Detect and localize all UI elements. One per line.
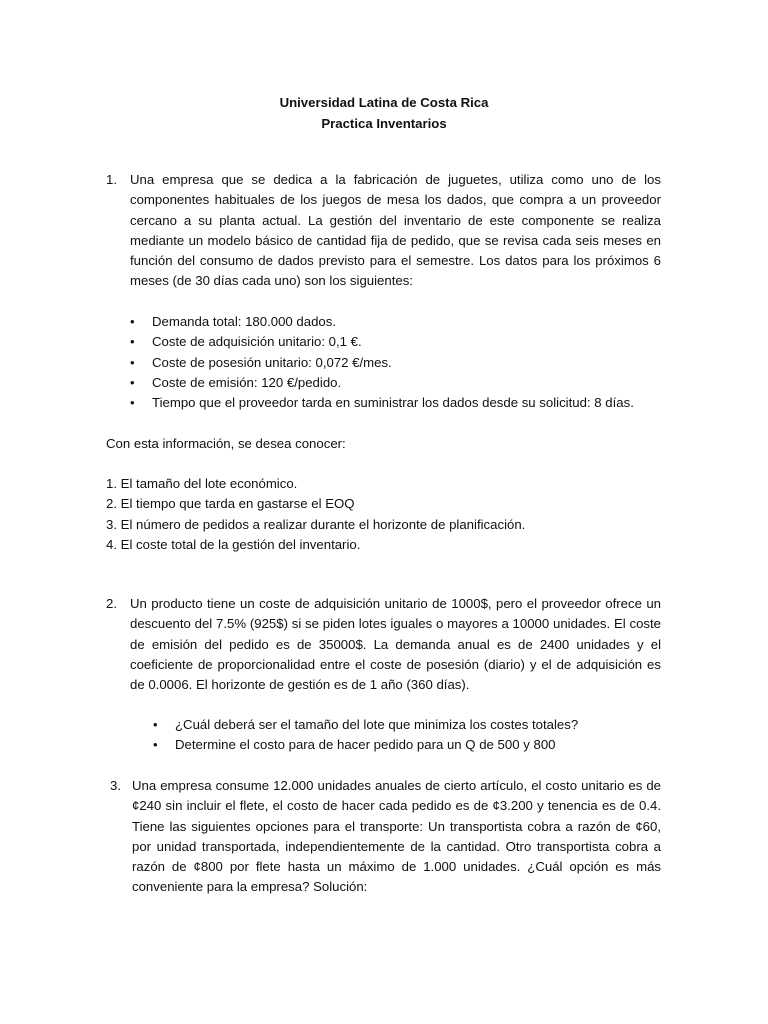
list-item: • Demanda total: 180.000 dados. bbox=[130, 312, 690, 332]
question-2-number: 2. bbox=[106, 596, 117, 611]
bullet-icon: • bbox=[153, 717, 158, 732]
question-2 bbox=[106, 594, 661, 695]
list-item: • Coste de adquisición unitario: 0,1 €. bbox=[130, 332, 690, 352]
list-item: 4. El coste total de la gestión del inventario. bbox=[106, 536, 361, 552]
list-item: 2. El tiempo que tarda en gastarse el EOQ bbox=[106, 496, 355, 512]
bullet-icon: • bbox=[130, 354, 135, 370]
question-2-tasks-list bbox=[153, 715, 693, 756]
question-1-subquestions bbox=[106, 474, 525, 555]
bullet-icon: • bbox=[153, 737, 158, 753]
question-3-text: Una empresa consume 12.000 unidades anuales de cierto artículo, el costo unitario es de ¢240 sin incluir el flete, el costo de hacer cada pedido es de ¢3.200 y tenencia es de 0.4. Tiene las siguientes opciones para el transporte: Un transportista cobra a razón de ¢60, por unidad transportada, independientemente de la cantidad. Otro transportista cobra a razón de ¢800 por flete hasta un máximo de 1.000 unidades. ¿Cuál opción es más conveniente para la empresa? Solución: bbox=[132, 778, 661, 895]
list-item: 3. El número de pedidos a realizar durante el horizonte de planificación. bbox=[106, 516, 526, 532]
question-3 bbox=[110, 776, 661, 898]
list-item: • Tiempo que el proveedor tarda en suministrar los dados desde su solicitud: 8 días. bbox=[130, 393, 690, 413]
list-item: • Determine el costo para de hacer pedido para un Q de 500 y 800 bbox=[153, 735, 693, 755]
question-1-text: Una empresa que se dedica a la fabricación de juguetes, utiliza como uno de los componentes habituales de los juegos de mesa los dados, que compra a un proveedor cercano a su planta actual. La gestión del inventario de este componente se realiza mediante un modelo básico de cantidad fija de pedido, que se revisa cada seis meses en función del consumo de dados previsto para el semestre. Los datos para los próximos 6 meses (de 30 días cada uno) son los siguientes: bbox=[130, 172, 661, 289]
bullet-icon: • bbox=[130, 395, 135, 411]
document-header bbox=[0, 92, 768, 134]
list-item: • Coste de posesión unitario: 0,072 €/mes. bbox=[130, 353, 690, 373]
question-1-intro: Con esta información, se desea conocer: bbox=[106, 436, 346, 451]
question-2-text: Un producto tiene un coste de adquisición unitario de 1000$, pero el proveedor ofrece un descuento del 7.5% (925$) si se piden lotes iguales o mayores a 10000 unidades. El coste de emisión del pedido es de 35000$. La demanda anual es de 2400 unidades y el coeficiente de proporcionalidad entre el coste de posesión (diario) y el de adquisición es de 0.0006. El horizonte de gestión es de 1 año (360 días). bbox=[130, 596, 661, 693]
university-title: Universidad Latina de Costa Rica bbox=[279, 95, 489, 110]
practice-title: Practica Inventarios bbox=[321, 116, 447, 131]
bullet-icon: • bbox=[130, 314, 135, 329]
list-item: • Coste de emisión: 120 €/pedido. bbox=[130, 373, 690, 393]
bullet-icon: • bbox=[130, 334, 135, 350]
question-1-number: 1. bbox=[106, 172, 117, 187]
question-1-data-list bbox=[130, 312, 690, 413]
question-3-number: 3. bbox=[110, 778, 121, 793]
bullet-icon: • bbox=[130, 374, 135, 390]
list-item: • ¿Cuál deberá ser el tamaño del lote que minimiza los costes totales? bbox=[153, 715, 693, 735]
list-item: 1. El tamaño del lote económico. bbox=[106, 476, 298, 491]
question-1 bbox=[106, 170, 661, 292]
